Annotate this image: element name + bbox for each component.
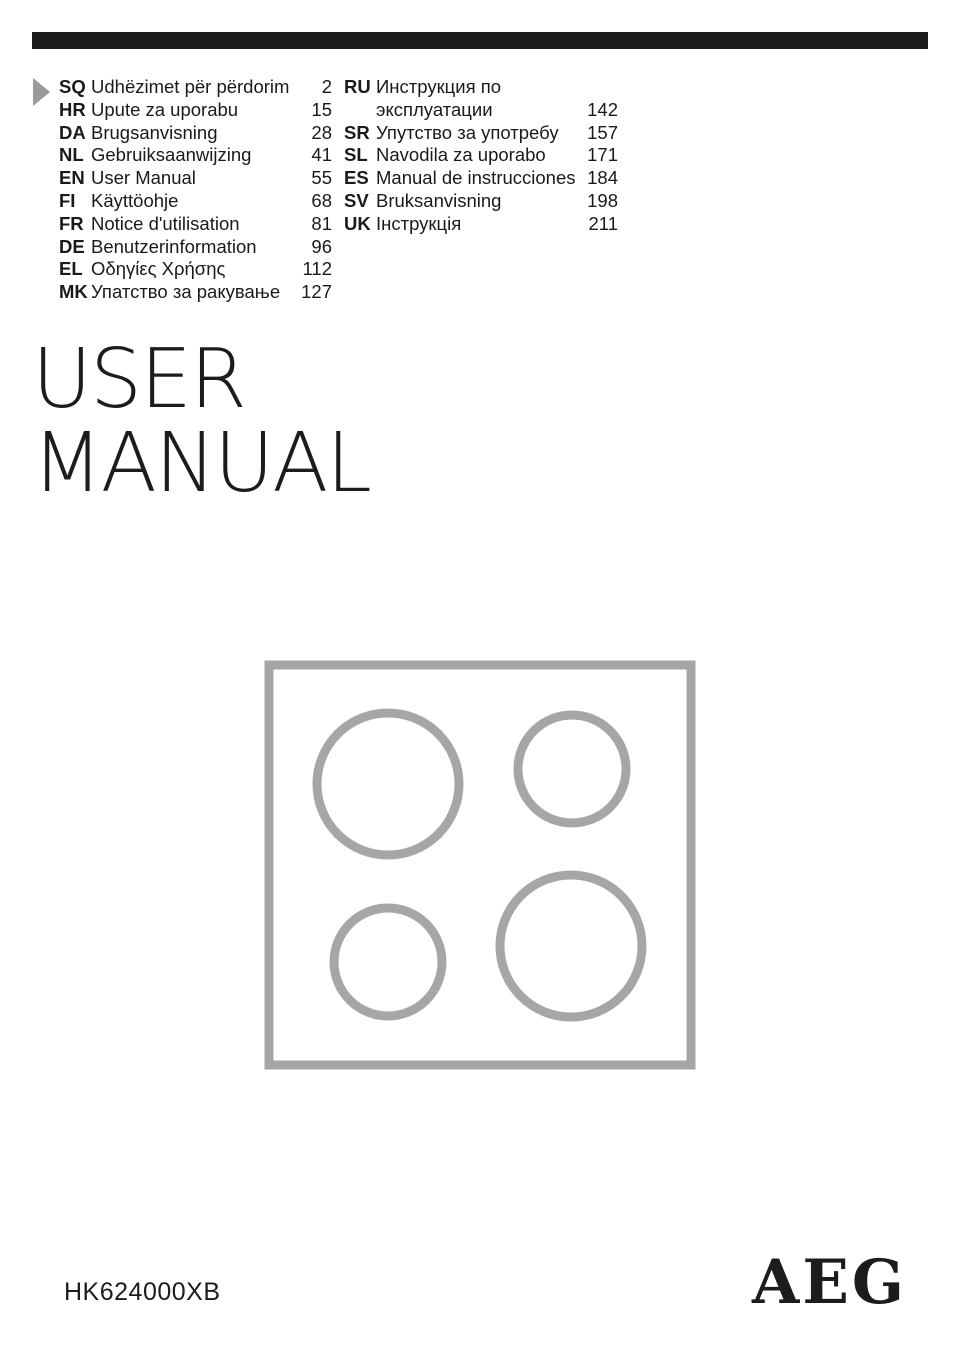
toc-language-title: Gebruiksaanwijzing [91, 144, 252, 166]
toc-page-number: 127 [301, 281, 332, 303]
toc-page-number: 2 [321, 76, 332, 97]
toc-language-code: SR [344, 121, 370, 143]
toc-language-title: Manual de instrucciones [376, 167, 576, 189]
toc-entry[interactable] [59, 236, 332, 259]
toc-language-code: SQ [59, 76, 86, 97]
toc-entry[interactable] [344, 167, 618, 190]
toc-language-title: Інструкція [376, 212, 462, 234]
toc-language-code: SV [344, 189, 369, 211]
document-title-line-1: USER [32, 332, 245, 427]
toc-entry[interactable] [59, 281, 332, 304]
toc-entry[interactable] [59, 122, 332, 145]
document-title-line-2: MANUAL [32, 416, 370, 511]
cooking-zone-rear-left [317, 713, 459, 855]
toc-page-number: 142 [587, 98, 618, 120]
toc-language-code: EL [59, 258, 83, 280]
toc-entry[interactable] [59, 167, 332, 190]
toc-language-code: DE [59, 235, 85, 257]
toc-page-number: 55 [311, 167, 332, 189]
toc-entry[interactable] [344, 190, 618, 213]
cooking-zone-rear-right [518, 715, 626, 823]
toc-entry[interactable] [344, 144, 618, 167]
toc-page-number: 184 [587, 167, 618, 189]
toc-page-number: 68 [311, 189, 332, 211]
toc-page-number: 28 [311, 121, 332, 143]
toc-language-title: Navodila za uporabo [376, 144, 546, 166]
toc-language-code: NL [59, 144, 84, 166]
toc-page-number: 171 [587, 144, 618, 166]
toc-entry[interactable] [59, 76, 332, 99]
toc-page-number: 112 [302, 258, 332, 280]
toc-column-right [344, 76, 618, 236]
toc-language-title: Udhëzimet për përdorim [91, 76, 290, 97]
hob-with-four-zones-icon [264, 660, 696, 1072]
toc-entry-continuation[interactable] [344, 99, 618, 122]
cooking-zone-front-left [334, 908, 442, 1016]
toc-language-title: Bruksanvisning [376, 189, 502, 211]
toc-entry[interactable] [59, 99, 332, 122]
model-number: HK624000XB [64, 1278, 221, 1306]
toc-language-title: Brugsanvisning [91, 121, 218, 143]
toc-language-code: ES [344, 167, 369, 189]
toc-language-title: Упутство за употребу [376, 121, 559, 143]
toc-language-title: Upute za uporabu [91, 98, 239, 120]
hob-outline [269, 665, 691, 1065]
cooking-zone-front-right [500, 875, 642, 1017]
toc-language-code: SL [344, 144, 368, 166]
toc-page-number: 198 [587, 189, 618, 211]
toc-page-number: 15 [311, 98, 332, 120]
toc-page-number: 157 [587, 121, 618, 143]
toc-page-number: 96 [311, 235, 332, 257]
toc-entry[interactable] [59, 258, 332, 281]
document-title [32, 332, 370, 511]
toc-entry[interactable] [344, 213, 618, 236]
toc-language-title: Benutzerinformation [91, 235, 257, 257]
current-language-marker-icon [33, 78, 50, 106]
toc-language-code: HR [59, 98, 86, 120]
toc-entry[interactable] [59, 213, 332, 236]
brand-logo: AEG [752, 1247, 907, 1318]
toc-language-title: Οδηγίες Χρήσης [91, 258, 226, 280]
toc-page-number: 41 [311, 144, 332, 166]
toc-language-code: FR [59, 212, 84, 234]
toc-column-left [59, 76, 332, 304]
toc-language-title: эксплуатации [376, 98, 493, 120]
toc-language-code: FI [59, 189, 76, 211]
toc-entry[interactable] [59, 144, 332, 167]
toc-language-title: Упатство за ракување [91, 281, 281, 303]
toc-entry[interactable] [59, 190, 332, 213]
toc-language-code: UK [344, 212, 371, 234]
toc-entry[interactable] [344, 76, 618, 99]
toc-language-code: EN [59, 167, 85, 189]
toc-language-title: Инструкция по [376, 76, 502, 97]
toc-page-number: 211 [588, 212, 618, 234]
toc-entry[interactable] [344, 122, 618, 145]
toc-language-code: MK [59, 281, 88, 303]
top-bar [32, 32, 928, 49]
toc-language-title: Notice d'utilisation [91, 212, 240, 234]
toc-language-code: RU [344, 76, 371, 97]
toc-page-number: 81 [311, 212, 332, 234]
toc-language-code: DA [59, 121, 86, 143]
toc-language-title: User Manual [91, 167, 196, 189]
toc-language-title: Käyttöohje [91, 189, 179, 211]
